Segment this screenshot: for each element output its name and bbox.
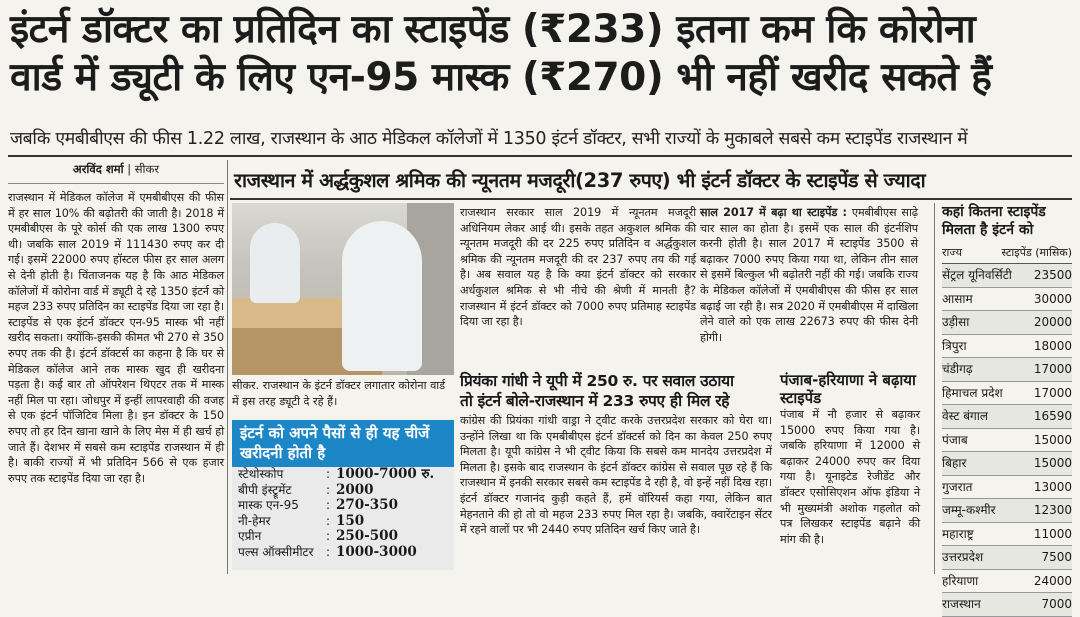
table-cell-state: महाराष्ट्र xyxy=(942,526,974,541)
expense-item-label: नी-हेमर xyxy=(238,513,271,528)
table-row xyxy=(942,593,1072,617)
expense-item-label: एप्रीन xyxy=(238,529,262,543)
story-2-text: कांग्रेस की प्रियंका गांधी वाड्रा ने ट्वीट करके उत्तरप्रदेश सरकार को घेरा था। उन्होंने लिखा था कि एमबीबीएस इंटर्न डॉक्टर्स को दिन का केवल 250 रुपए मिलता है। यूपी कांग्रेस ने भी ट्वीट किया कि सबसे कम मानदेय उत्तरप्रदेश में मिलता है। इसके बाद राजस्थान के इंटर्न डॉक्टर कांग्रेस से सवाल पूछ रहे हैं कि राजस्थान में इनकी सरकार सबसे कम स्टाइपेंड दे रही है, वो इन्हें नहीं दिख रहा। इंटर्न डॉक्टर गजानंद कुड़ी कहते हैं, हमें वॉरियर्स कहा गया, लेकिन बात मेहनताने की हो तो वो महज 233 रुपए मिल रहा है। जबकि, क्वारेंटाइन सेंटर में रहने वालों पर भी 2440 रुपए प्रतिदिन खर्च किए जाते है। xyxy=(460,414,772,537)
expense-item-value: 250-500 xyxy=(336,528,398,544)
table-cell-stipend: 18000 xyxy=(1033,338,1072,353)
table-cell-state: पंजाब xyxy=(942,432,968,447)
expense-item-colon: : xyxy=(326,482,331,497)
table-row xyxy=(942,288,1072,312)
table-cell-state: बिहार xyxy=(942,456,967,470)
story-2017-lead: साल 2017 में बढ़ा था स्टाइपेंड : xyxy=(700,206,847,219)
story-2017-text: एमबीबीएस साढ़े चार साल का होता है। इसमें एक साल की इंटर्नशिप करनी होती है। साल 2017 में स्टाइपेंड 3500 से बढ़ाकर 7000 रुपए किया गया था, लेकिन तीन साल से इसमें बिल्कुल भी बढ़ोतरी नहीं की गई। जबकि राज्य के मेडिकल कॉलेजों में एमबीबीएस की फीस हर साल बढ़ाई जा रही है। सत्र 2020 में एमबीबीएस में दाखिला लेने वाले को एक लाख 22673 रुपए की फीस देनी होगी। xyxy=(700,206,918,344)
table-cell-state: वेस्ट बंगाल xyxy=(942,409,989,423)
expense-item xyxy=(232,483,454,499)
byline-place: सीकर xyxy=(134,162,160,176)
stipend-table-header xyxy=(942,243,1072,264)
mid-story-text: राजस्थान सरकार साल 2019 में न्यूनतम मजदूरी अधिनियम लेकर आई थी। इसके तहत अकुशल श्रमिक की न्यूनतम मजदूरी की दर 225 रुपए प्रतिदिन व अर्द्धकुशल श्रमिक की न्यूनतम मजदूरी की दर 237 रुपए तय की गई है। अब सवाल यह है कि क्या इंटर्न डॉक्टर को सरकार अर्धकुशल श्रमिक से भी नीचे की श्रेणी में मानती है? राजस्थान में इंटर्न डॉक्टर को 7000 रुपए प्रतिमाह स्टाइपेंड दिया जा रहा है। xyxy=(460,206,696,329)
table-row xyxy=(942,476,1072,500)
byline-author: अरविंद शर्मा xyxy=(72,162,124,176)
table-row xyxy=(942,382,1072,406)
table-row xyxy=(942,499,1072,523)
col-state-header: राज्य xyxy=(942,246,963,259)
table-cell-stipend: 17000 xyxy=(1033,385,1072,400)
expense-box-title: इंटर्न को अपने पैसों से ही यह चीजें खरीदनी होती है xyxy=(232,420,454,467)
table-cell-stipend: 7500 xyxy=(1041,550,1072,564)
table-row xyxy=(942,358,1072,382)
table-row xyxy=(942,523,1072,547)
expense-item xyxy=(232,498,454,514)
column-divider xyxy=(227,160,228,574)
story-3-headline: पंजाब-हरियाणा ने बढ़ाया स्टाइपेंड xyxy=(780,371,916,407)
expense-item xyxy=(232,545,454,561)
table-cell-stipend: 30000 xyxy=(1033,291,1072,306)
expense-item-value: 2000 xyxy=(336,481,374,498)
table-cell-stipend: 15000 xyxy=(1033,432,1072,447)
table-row xyxy=(942,570,1072,594)
table-cell-stipend: 16590 xyxy=(1033,409,1072,423)
story-3-text: पंजाब में नौ हजार से बढ़ाकर 15000 रुपए किया गया है। जबकि हरियाणा में 12000 से बढ़ाकर 24000 रुपए कर दिया गया है। यूनाइटेड रेजीडेंट और डॉक्टर एसोसिएशन ऑफ इंडिया ने भी मुख्यमंत्री अशोक गहलोत को पत्र लिखकर स्टाइपेंड बढ़ाने की मांग की है। xyxy=(780,408,920,546)
table-row xyxy=(942,452,1072,476)
story-2017 xyxy=(700,205,918,345)
expense-item-label: बीपी इंस्ट्रूमेंट xyxy=(238,482,292,497)
table-cell-state: उत्तरप्रदेश xyxy=(942,550,984,564)
expense-box xyxy=(232,420,454,570)
expense-item-colon: : xyxy=(326,498,331,512)
table-divider xyxy=(934,203,935,574)
table-cell-stipend: 24000 xyxy=(1033,573,1072,588)
table-cell-stipend: 12300 xyxy=(1033,503,1072,517)
col-stipend-header: स्टाइपेंड (मासिक) xyxy=(1001,246,1072,259)
table-cell-state: सेंट्रल यूनिवर्सिटी xyxy=(942,268,1012,282)
table-cell-stipend: 7000 xyxy=(1041,597,1072,611)
expense-item-value: 270-350 xyxy=(336,497,398,513)
expense-item-label: पल्स ऑक्सीमीटर xyxy=(238,544,314,559)
stipend-table xyxy=(942,203,1072,611)
table-cell-state: राजस्थान xyxy=(942,597,981,611)
table-cell-state: गुजरात xyxy=(942,479,973,494)
table-cell-state: हरियाणा xyxy=(942,573,979,588)
expense-item-colon: : xyxy=(326,529,331,543)
expense-item-value: 1000-7000 रु. xyxy=(336,466,435,482)
expense-list xyxy=(232,467,454,560)
photo-caption: सीकर. राजस्थान के इंटर्न डॉक्टर लगातार कोरोना वार्ड में इस तरह ड्यूटी दे रहे हैं। xyxy=(232,379,446,408)
table-row xyxy=(942,311,1072,335)
table-cell-state: त्रिपुरा xyxy=(942,338,967,353)
expense-item-colon: : xyxy=(326,544,331,559)
expense-item-colon: : xyxy=(326,467,331,481)
expense-item-value: 150 xyxy=(336,512,365,529)
expense-item xyxy=(232,467,454,483)
byline: अरविंद शर्मा | सीकर xyxy=(8,160,224,184)
table-cell-stipend: 20000 xyxy=(1033,315,1072,329)
banner-headline: राजस्थान में अर्द्धकुशल श्रमिक की न्यूनतम मजदूरी(237 रुपए) भी इंटर्न डॉक्टर के स्टाइपेंड से ज्यादा xyxy=(230,162,1072,200)
headline xyxy=(10,6,1072,102)
expense-item xyxy=(232,514,454,530)
expense-item-colon: : xyxy=(326,513,331,528)
stipend-table-title: कहां कितना स्टाइपेंड मिलता है इंटर्न को xyxy=(942,204,1046,238)
table-row xyxy=(942,264,1072,288)
headline-line-2: वार्ड में ड्यूटी के लिए एन-95 मास्क (₹270) भी नहीं खरीद सकते हैं xyxy=(10,55,992,100)
table-cell-stipend: 17000 xyxy=(1033,362,1072,376)
expense-item-value: 1000-3000 xyxy=(336,543,417,560)
story-2-headline-2: तो इंटर्न बोले-राजस्थान में 233 रुपए ही मिल रहे xyxy=(460,392,730,410)
table-row xyxy=(942,429,1072,453)
table-cell-stipend: 15000 xyxy=(1033,456,1072,470)
table-cell-state: हिमाचल प्रदेश xyxy=(942,385,1003,400)
table-cell-state: चंडीगढ़ xyxy=(942,362,973,376)
table-row xyxy=(942,405,1072,429)
headline-line-1: इंटर्न डॉक्टर का प्रतिदिन का स्टाइपेंड (₹233) इतना कम कि कोरोना xyxy=(10,7,976,52)
expense-item-label: मास्क एन-95 xyxy=(238,498,299,512)
expense-item xyxy=(232,529,454,545)
left-column xyxy=(8,160,224,574)
table-cell-state: उड़ीसा xyxy=(942,315,970,329)
subheadline: जबकि एमबीबीएस की फीस 1.22 लाख, राजस्थान के आठ मेडिकल कॉलेजों में 1350 इंटर्न डॉक्टर, सभी राज्यों के मुकाबले सबसे कम स्टाइपेंड राजस्थान में xyxy=(10,129,968,149)
story-3 xyxy=(780,371,920,547)
table-row xyxy=(942,335,1072,359)
story-2-headline-1: प्रियंका गांधी ने यूपी में 250 रु. पर सवाल उठाया xyxy=(460,372,734,390)
expense-item-label: स्टेथोस्कोप xyxy=(238,467,284,481)
news-photo xyxy=(232,203,454,375)
table-row xyxy=(942,546,1072,570)
stipend-table-body xyxy=(942,264,1072,617)
left-story-text: राजस्थान में मेडिकल कॉलेज में एमबीबीएस की फीस में हर साल 10% की बढ़ोतरी की जाती है। 2018 में एमबीबीएस के पूरे कोर्स की एक लाख 1300 रुपए थी। जबकि साल 2019 में 111430 रुपए कर दी गई। इसमें 22000 रुपए हॉस्टल फीस हर साल अलग से देनी होती है। चिंताजनक यह है कि आठ मेडिकल कॉलेजों में कोरोना वार्ड में ड्यूटी दे रहे 1350 इंटर्न को महज 233 रुपए प्रतिदिन का स्टाइपेंड दिया जा रहा है। स्टाइपेंड से एक इंटर्न डॉक्टर एन-95 मास्क भी नहीं खरीद सकता। क्योंकि-इसकी कीमत भी 270 से 350 रुपए तक की है। इंटर्न डॉक्टर्स का कहना है कि घर से मेडिकल कॉलेज आने तक मास्क खुद ही खरीदना पड़ता है। कई बार तो ऑपरेशन थिएटर तक में मास्क नहीं मिल पा रहा। जोधपुर में इन्हीं लापरवाही की वजह से एक इंटर्न पॉजिटिव मिला है। इन डॉक्टर के 150 रुपए तो हर दिन खाना खाने के लिए मेस में ही खर्च हो जाते हैं। देशभर में सबसे कम स्टाइपेंड राजस्थान में ही है। बाकी राज्यों में भी प्रतिदिन 566 से एक हजार रुपए तक स्टाइपेंड दिया जा रहा है। xyxy=(8,191,224,485)
story-2-headline xyxy=(460,371,772,411)
table-cell-state: जम्मू-कश्मीर xyxy=(942,503,996,517)
table-cell-stipend: 13000 xyxy=(1033,479,1072,494)
table-cell-stipend: 11000 xyxy=(1033,526,1072,541)
table-cell-state: आसाम xyxy=(942,291,973,306)
table-cell-stipend: 23500 xyxy=(1033,268,1072,282)
section-rule xyxy=(8,155,1072,157)
